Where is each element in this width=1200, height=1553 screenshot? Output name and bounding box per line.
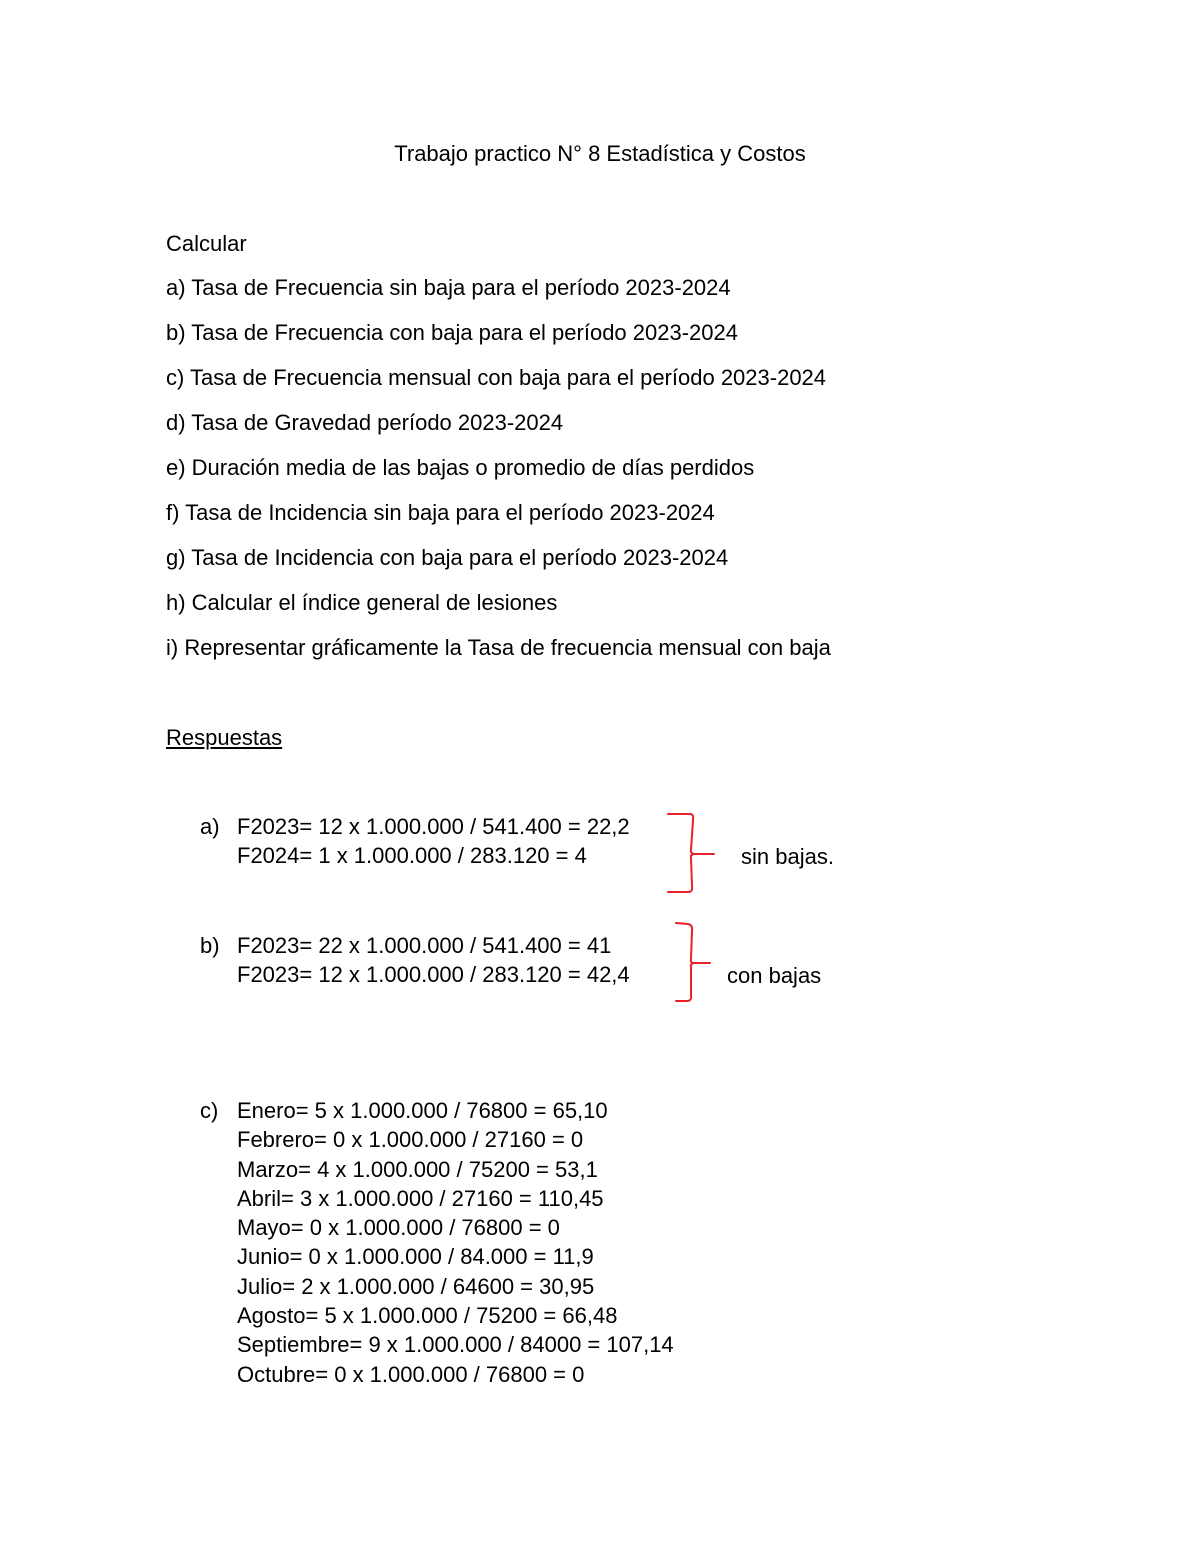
answer-c-letter: c) — [200, 1098, 219, 1123]
task-item-i: i) Representar gráficamente la Tasa de frecuencia mensual con baja — [166, 635, 831, 660]
page-title: Trabajo practico N° 8 Estadística y Costos — [394, 141, 806, 166]
brace-b-note: con bajas — [727, 963, 822, 988]
answer-a-line: F2023= 12 x 1.000.000 / 541.400 = 22,2 — [237, 814, 630, 839]
answer-c-line: Mayo= 0 x 1.000.000 / 76800 = 0 — [237, 1215, 560, 1241]
answer-c-lines — [237, 1096, 674, 1389]
task-item-h: h) Calcular el índice general de lesiones — [166, 590, 558, 615]
task-item-e: e) Duración media de las bajas o promedio de días perdidos — [166, 455, 755, 480]
task-item-f: f) Tasa de Incidencia sin baja para el período 2023-2024 — [166, 500, 715, 525]
answer-c-line: Abril= 3 x 1.000.000 / 27160 = 110,45 — [237, 1185, 604, 1211]
answer-a-letter: a) — [200, 814, 220, 839]
task-item-b: b) Tasa de Frecuencia con baja para el período 2023-2024 — [166, 320, 738, 345]
answer-c-line: Octubre= 0 x 1.000.000 / 76800 = 0 — [237, 1361, 585, 1387]
answer-c-line: Julio= 2 x 1.000.000 / 64600 = 30,95 — [237, 1273, 595, 1299]
brace-a-icon — [664, 812, 724, 894]
brace-a-stroke — [668, 814, 714, 892]
answer-c-line: Marzo= 4 x 1.000.000 / 75200 = 53,1 — [237, 1156, 598, 1182]
answer-c-line: Febrero= 0 x 1.000.000 / 27160 = 0 — [237, 1127, 584, 1153]
answer-b-line: F2023= 12 x 1.000.000 / 283.120 = 42,4 — [237, 962, 630, 988]
answer-a-lines — [237, 812, 630, 871]
brace-a-note: sin bajas. — [741, 844, 834, 869]
answer-a-line: F2024= 1 x 1.000.000 / 283.120 = 4 — [237, 843, 587, 869]
answer-c-line: Septiembre= 9 x 1.000.000 / 84000 = 107,14 — [237, 1332, 674, 1358]
task-item-g: g) Tasa de Incidencia con baja para el período 2023-2024 — [166, 545, 729, 570]
answer-c-line: Enero= 5 x 1.000.000 / 76800 = 65,10 — [237, 1098, 608, 1123]
task-item-a: a) Tasa de Frecuencia sin baja para el período 2023-2024 — [166, 275, 731, 300]
answer-b-lines — [237, 931, 630, 990]
answer-b-line: F2023= 22 x 1.000.000 / 541.400 = 41 — [237, 933, 612, 958]
answer-c-line: Junio= 0 x 1.000.000 / 84.000 = 11,9 — [237, 1244, 594, 1270]
task-item-c: c) Tasa de Frecuencia mensual con baja para el período 2023-2024 — [166, 365, 827, 390]
answer-c-line: Agosto= 5 x 1.000.000 / 75200 = 66,48 — [237, 1303, 618, 1329]
task-list — [166, 273, 831, 678]
answers-heading: Respuestas — [166, 725, 283, 750]
answer-b-letter: b) — [200, 933, 220, 958]
calc-heading: Calcular — [166, 231, 247, 256]
brace-b-icon — [672, 921, 722, 1005]
task-item-d: d) Tasa de Gravedad período 2023-2024 — [166, 410, 564, 435]
brace-b-stroke — [676, 923, 710, 1001]
